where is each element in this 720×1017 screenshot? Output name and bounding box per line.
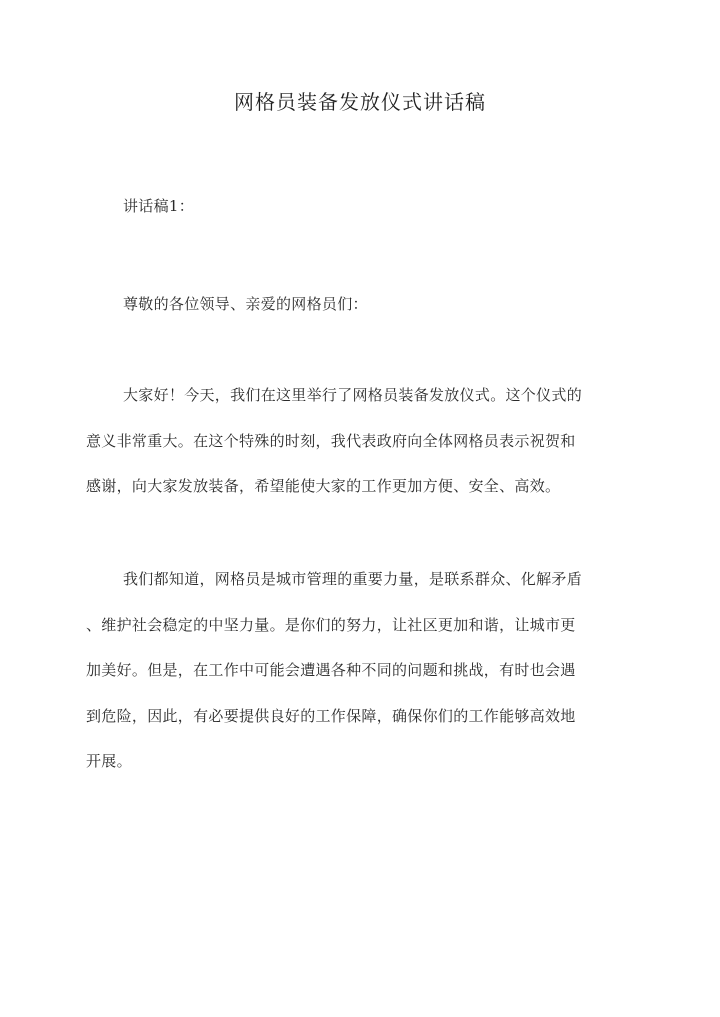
paragraph-2-line-4: 到危险，因此，有必要提供良好的工作保障，确保你们的工作能够高效地 <box>86 706 576 725</box>
document-title: 网格员装备发放仪式讲话稿 <box>234 90 486 114</box>
speech-label: 讲话稿1： <box>123 197 195 215</box>
paragraph-1-line-2: 意义非常重大。在这个特殊的时刻，我代表政府向全体网格员表示祝贺和 <box>86 431 576 450</box>
paragraph-1-line-3: 感谢，向大家发放装备，希望能使大家的工作更加方便、安全、高效。 <box>86 477 561 495</box>
paragraph-2-line-3: 加美好。但是，在工作中可能会遭遇各种不同的问题和挑战，有时也会遇 <box>86 661 576 679</box>
greeting-line: 尊敬的各位领导、亲爱的网格员们： <box>123 295 368 313</box>
paragraph-2-line-2: 、维护社会稳定的中坚力量。是你们的努力，让社区更加和谐，让城市更 <box>86 615 576 634</box>
paragraph-2-line-5: 开展。 <box>86 752 132 770</box>
paragraph-2-line-1: 我们都知道，网格员是城市管理的重要力量，是联系群众、化解矛盾 <box>123 570 583 588</box>
paragraph-1-line-1: 大家好！今天，我们在这里举行了网格员装备发放仪式。这个仪式的 <box>123 386 583 404</box>
paragraph-1 <box>86 373 634 510</box>
paragraph-2 <box>86 557 634 785</box>
